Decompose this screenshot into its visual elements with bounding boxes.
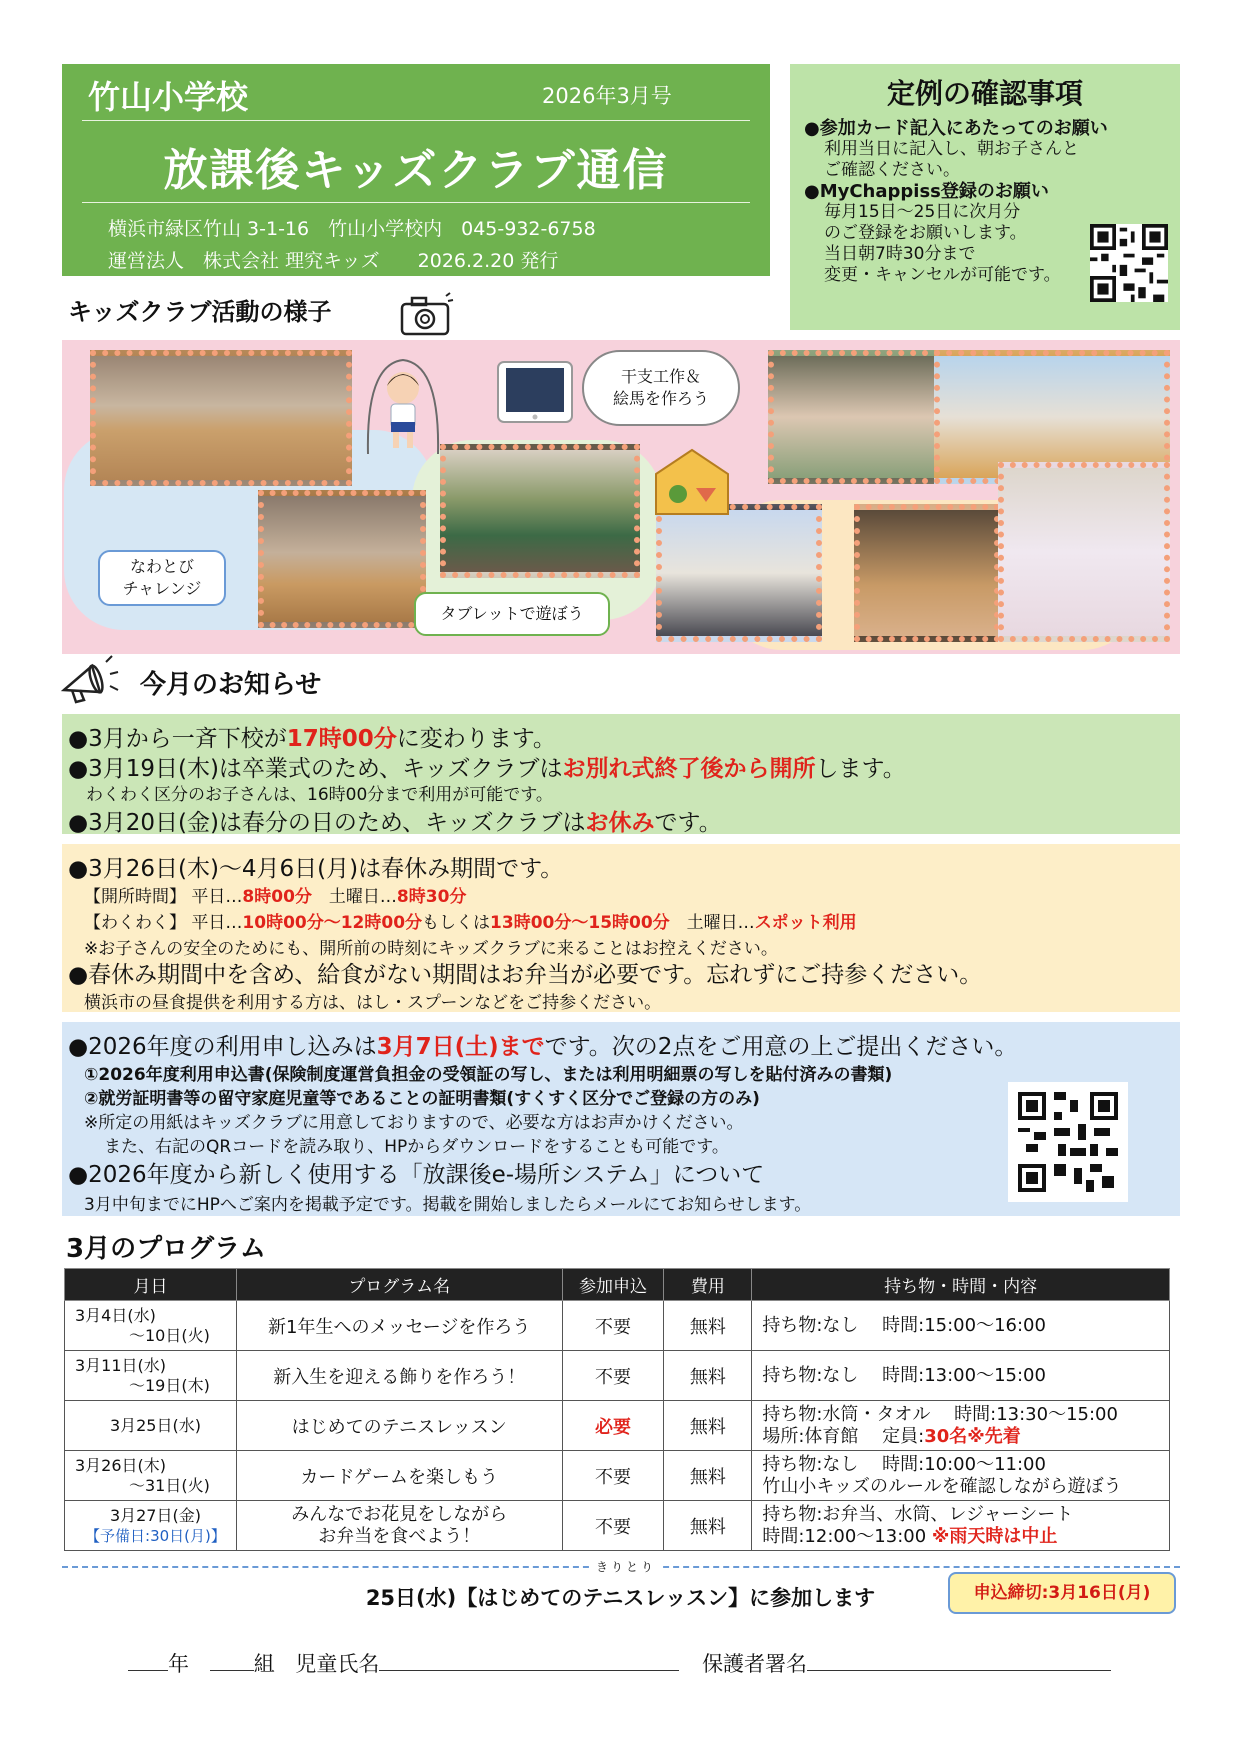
jump-rope-tag: なわとび チャレンジ [98, 550, 226, 606]
apply-cell: 必要 [562, 1401, 664, 1451]
notice-line: 【わくわく】 平日…10時00分～12時00分もしくは13時00分～15時00分 土曜日…スポット利用 [84, 913, 857, 933]
program-name-cell: 新入生を迎える飾りを作ろう！ [236, 1351, 562, 1401]
notice-box-green [62, 714, 1180, 834]
grade-label: 年 [168, 1652, 189, 1676]
notes-text: 変更・キャンセルが可能です。 [824, 265, 1061, 285]
notice-line: ①2026年度利用申込書(保険制度運営負担金の受領証の写し、または利用明細票の写しを貼付済みの書類) [84, 1065, 893, 1085]
info-cell: 持ち物:なし 時間:10:00～11:00 竹山小キッズのルールを確認しながら遊ぼう [752, 1451, 1170, 1501]
notes-text: 当日朝7時30分まで [824, 244, 976, 264]
table-row [65, 1301, 1170, 1351]
notes-title: 定例の確認事項 [886, 77, 1083, 110]
qr-code-download-icon[interactable] [1008, 1082, 1128, 1202]
tablet-icon [494, 358, 576, 428]
address: 横浜市緑区竹山 3-1-16 竹山小学校内 045-932-6758 [108, 218, 596, 240]
photo-tablet [440, 444, 640, 578]
notice-line: ●3月20日(金)は春分の日のため、キッズクラブはお休みです。 [68, 810, 722, 836]
grade-field[interactable] [128, 1651, 168, 1671]
issue-date: 2026年3月号 [542, 84, 672, 108]
notice-line: ●3月19日(木)は卒業式のため、キッズクラブはお別れ式終了後から開所します。 [68, 756, 906, 782]
notice-line: ●2026年度の利用申し込みは3月7日(土)までです。次の2点をご用意の上ご提出ください。 [68, 1034, 1018, 1060]
tablet-tag: タブレットで遊ぼう [414, 592, 610, 636]
jump-rope-girl-icon [360, 354, 446, 464]
notice-line: ●春休み期間中を含め、給食がない期間はお弁当が必要です。忘れずにご持参ください。 [68, 962, 983, 988]
info-cell: 持ち物:水筒・タオル 時間:13:30～15:00 場所:体育館 定員:30名※先着 [752, 1401, 1170, 1451]
camera-icon [398, 292, 454, 338]
fee-cell: 無料 [664, 1401, 752, 1451]
fee-cell: 無料 [664, 1301, 752, 1351]
notice-line: また、右記のQRコードを読み取り、HPからダウンロードをすることも可能です。 [104, 1137, 729, 1157]
divider [82, 202, 750, 203]
application-statement: 25日(水)【はじめてのテニスレッスン】に参加します [365, 1586, 876, 1610]
table-row [65, 1351, 1170, 1401]
notice-title: 今月のお知らせ [140, 670, 322, 700]
notes-text: 毎月15日～25日に次月分 [824, 202, 1021, 222]
megaphone-icon [56, 652, 122, 708]
photo-craft-4 [854, 504, 1000, 642]
craft-tag: 干支工作＆ 絵馬を作ろう [582, 350, 740, 426]
table-header-row [65, 1269, 1170, 1301]
deadline-badge: 申込締切:3月16日(月) [948, 1572, 1176, 1614]
guardian-signature-field[interactable] [807, 1651, 1111, 1671]
notice-line: ●2026年度から新しく使用する「放課後e-場所システム」について [68, 1162, 765, 1188]
info-cell: 持ち物:なし 時間:13:00～15:00 [752, 1351, 1170, 1401]
notice-line: ●3月から一斉下校が17時00分に変わります。 [68, 726, 556, 752]
signature-row [128, 1648, 1111, 1678]
column-header: プログラム名 [236, 1269, 562, 1301]
newsletter-title: 放課後キッズクラブ通信 [163, 145, 669, 196]
class-field[interactable] [210, 1651, 254, 1671]
fee-cell: 無料 [664, 1451, 752, 1501]
divider [82, 120, 750, 121]
date-cell: 3月25日(水) [65, 1401, 237, 1451]
newsletter-header [62, 64, 770, 276]
program-name-cell: 新1年生へのメッセージを作ろう [236, 1301, 562, 1351]
program-title: 3月のプログラム [66, 1234, 266, 1264]
notice-box-yellow [62, 844, 1180, 1012]
notice-line: 【開所時間】 平日…8時00分 土曜日…8時30分 [84, 887, 467, 907]
program-name-cell: はじめてのテニスレッスン [236, 1401, 562, 1451]
date-cell: 3月4日(水) ～10日(火) [65, 1301, 237, 1351]
date-cell: 3月27日(金) 【予備日:30日(月)】 [65, 1501, 237, 1551]
program-table [64, 1268, 1170, 1551]
notice-line: 3月中旬までにHPへご案内を掲載予定です。掲載を開始しましたらメールにてお知らせします。 [84, 1195, 812, 1215]
activity-panel [62, 340, 1180, 654]
child-name-label: 児童氏名 [295, 1652, 380, 1676]
notice-line: わくわく区分のお子さんは、16時00分まで利用が可能です。 [86, 785, 553, 805]
notes-text: 利用当日に記入し、朝お子さんと [824, 139, 1079, 159]
operator: 運営法人 株式会社 理究キッズ 2026.2.20 発行 [108, 250, 559, 272]
notice-line: ②就労証明書等の留守家庭児童等であることの証明書類(すくすく区分でご登録の方のみ) [84, 1089, 760, 1109]
table-row [65, 1501, 1170, 1551]
guardian-label: 保護者署名 [702, 1652, 808, 1676]
activity-title: キッズクラブ活動の様子 [68, 298, 332, 326]
apply-cell: 不要 [562, 1301, 664, 1351]
class-label: 組 [253, 1652, 275, 1676]
column-header: 費用 [664, 1269, 752, 1301]
photo-jump-rope-2 [258, 490, 426, 628]
date-cell: 3月11日(水) ～19日(木) [65, 1351, 237, 1401]
photo-jump-rope-1 [90, 350, 352, 486]
table-row [65, 1401, 1170, 1451]
apply-cell: 不要 [562, 1501, 664, 1551]
table-row [65, 1451, 1170, 1501]
notes-text: ご確認ください。 [824, 160, 960, 180]
program-name-cell: みんなでお花見をしながら お弁当を食べよう！ [236, 1501, 562, 1551]
date-cell: 3月26日(木) ～31日(火) [65, 1451, 237, 1501]
info-cell: 持ち物:お弁当、水筒、レジャーシート 時間:12:00～13:00 ※雨天時は中止 [752, 1501, 1170, 1551]
column-header: 参加申込 [562, 1269, 664, 1301]
notice-line: ●3月26日(木)～4月6日(月)は春休み期間です。 [68, 856, 564, 882]
fee-cell: 無料 [664, 1501, 752, 1551]
fee-cell: 無料 [664, 1351, 752, 1401]
notice-line: ※お子さんの安全のためにも、開所前の時刻にキッズクラブに来ることはお控えください。 [84, 939, 778, 959]
program-name-cell: カードゲームを楽しもう [236, 1451, 562, 1501]
column-header: 持ち物・時間・内容 [752, 1269, 1170, 1301]
photo-craft-3 [656, 504, 822, 642]
ema-plaque-icon [646, 444, 738, 520]
photo-craft-5 [998, 462, 1170, 642]
child-name-field[interactable] [379, 1651, 679, 1671]
apply-cell: 不要 [562, 1451, 664, 1501]
cut-here-label: きりとり [592, 1558, 660, 1575]
notes-text: のご登録をお願いします。 [824, 223, 1027, 243]
photo-craft-1 [768, 350, 940, 484]
column-header: 月日 [65, 1269, 237, 1301]
info-cell: 持ち物:なし 時間:15:00～16:00 [752, 1301, 1170, 1351]
apply-cell: 不要 [562, 1351, 664, 1401]
notice-line: ※所定の用紙はキッズクラブに用意しておりますので、必要な方はお声かけください。 [84, 1113, 744, 1133]
notice-line: 横浜市の昼食提供を利用する方は、はし・スプーンなどをご持参ください。 [84, 993, 662, 1013]
notes-heading: ●MyChappiss登録のお願い [804, 181, 1049, 202]
school-name: 竹山小学校 [88, 78, 249, 116]
qr-code-icon[interactable] [1090, 224, 1168, 302]
notes-heading: ●参加カード記入にあたってのお願い [804, 118, 1108, 139]
